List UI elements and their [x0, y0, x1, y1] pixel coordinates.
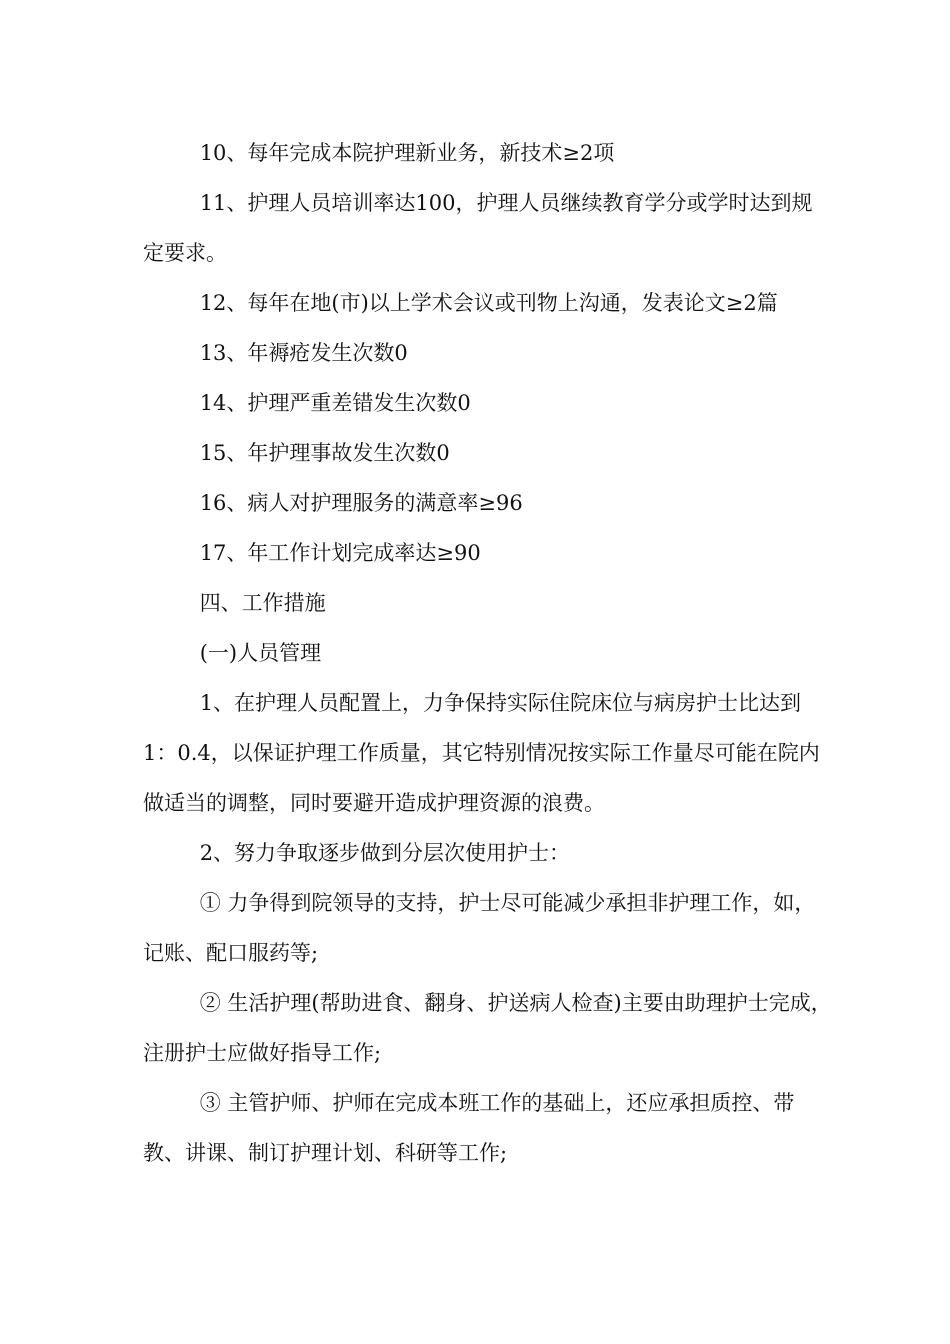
paragraph-11: 11、护理人员培训率达100，护理人员继续教育学分或学时达到规定要求。 [143, 191, 813, 265]
list-item-2: ② 生活护理(帮助进食、翻身、护送病人检查)主要由助理护士完成，注册护士应做好指导工作; [143, 991, 832, 1065]
paragraph-15: 15、年护理事故发生次数0 [199, 441, 450, 465]
paragraph-staffing: 1、在护理人员配置上，力争保持实际住院床位与病房护士比达到1：0.4，以保证护理工作质量，其它特别情况按实际工作量尽可能在院内做适当的调整，同时要避开造成护理资源的浪费。 [143, 691, 820, 815]
list-item-3: ③ 主管护师、护师在完成本班工作的基础上，还应承担质控、带教、讲课、制订护理计划、科研等工作; [143, 1091, 795, 1165]
paragraph-16: 16、病人对护理服务的满意率≥96 [199, 491, 523, 515]
paragraph-17: 17、年工作计划完成率达≥90 [199, 541, 481, 565]
section-heading-work-measures: 四、工作措施 [199, 591, 326, 615]
paragraph-12: 12、每年在地(市)以上学术会议或刊物上沟通，发表论文≥2篇 [199, 291, 778, 315]
list-item-1: ① 力争得到院领导的支持，护士尽可能减少承担非护理工作，如，记账、配口服药等; [143, 891, 816, 965]
document-body [143, 128, 833, 1178]
paragraph-14: 14、护理严重差错发生次数0 [199, 391, 471, 415]
subsection-heading-personnel: (一)人员管理 [199, 641, 322, 665]
paragraph-tiered-nurses: 2、努力争取逐步做到分层次使用护士： [199, 841, 571, 865]
paragraph-10: 10、每年完成本院护理新业务，新技术≥2项 [199, 141, 615, 165]
paragraph-13: 13、年褥疮发生次数0 [199, 341, 408, 365]
